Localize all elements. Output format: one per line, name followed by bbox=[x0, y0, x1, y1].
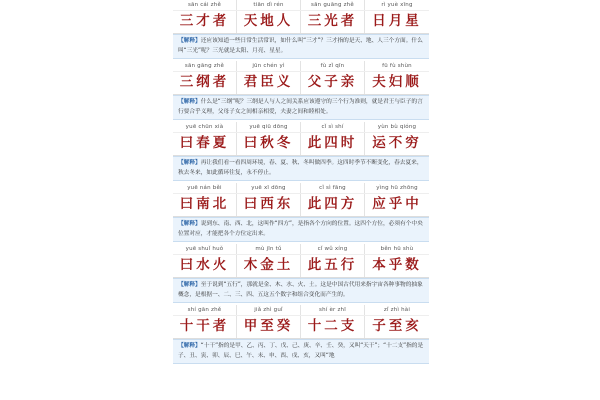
pinyin-cell: yuē nán běi bbox=[173, 183, 237, 193]
hanzi-cell: 十干者 bbox=[173, 316, 237, 338]
hanzi-cell: 十二支 bbox=[301, 316, 365, 338]
hanzi-cell: 应乎中 bbox=[372, 196, 422, 212]
explanation-text: 说到东、南、西、北，这叫作“四方”，是指各个方向的位置。这四个方位，必须有个中央位置对应，才能把各个方位定出来。 bbox=[178, 221, 423, 237]
hanzi-cell: 此四时 bbox=[301, 133, 365, 155]
pinyin-cell: yuē shuǐ huǒ bbox=[173, 244, 237, 254]
pinyin-cell: yùn bù qióng bbox=[377, 124, 417, 130]
pinyin-row bbox=[173, 183, 429, 193]
hanzi-cell: 天地人 bbox=[237, 11, 301, 33]
hanzi-cell: 曰水火 bbox=[173, 255, 237, 277]
pinyin-cell: yìng hū zhōng bbox=[376, 185, 418, 191]
verse-block bbox=[173, 305, 429, 366]
verse-block bbox=[173, 0, 429, 61]
explanation-box bbox=[173, 339, 429, 364]
pinyin-cell: zǐ zhì hài bbox=[383, 307, 411, 313]
explanation-label: 【解释】 bbox=[178, 221, 201, 227]
hanzi-cell: 三光者 bbox=[301, 11, 365, 33]
verse-block bbox=[173, 122, 429, 183]
pinyin-row bbox=[173, 305, 429, 315]
pinyin-cell: cǐ wǔ xíng bbox=[301, 244, 365, 254]
explanation-text: 还应该知道一些日常生活常识，如什么叫“三才”？三才指的是天、地、人三个方面。什么叫“三光”呢？三光就是太阳、月亮、星星。 bbox=[178, 38, 423, 54]
verse-block bbox=[173, 61, 429, 122]
hanzi-cell: 曰春夏 bbox=[173, 133, 237, 155]
explanation-text: 至于说到“五行”，那就是金、木、水、火、土。这是中国古代用来指宇宙各种事物的抽象概念，是根据一、二、三、四、五这五个数字和组合变化而产生的。 bbox=[178, 282, 423, 298]
hanzi-cell: 运不穷 bbox=[372, 135, 422, 151]
hanzi-row bbox=[173, 315, 429, 339]
hanzi-cell: 甲至癸 bbox=[237, 316, 301, 338]
pinyin-row bbox=[173, 0, 429, 10]
pinyin-cell: cǐ sì shí bbox=[301, 122, 365, 132]
explanation-label: 【解释】 bbox=[178, 160, 201, 166]
pinyin-cell: tiān dì rén bbox=[237, 0, 301, 10]
pinyin-row bbox=[173, 61, 429, 71]
explanation-label: 【解释】 bbox=[178, 38, 201, 44]
pinyin-cell: sān cái zhě bbox=[173, 0, 237, 10]
hanzi-cell: 夫妇顺 bbox=[372, 74, 422, 90]
verse-block bbox=[173, 244, 429, 305]
explanation-box bbox=[173, 34, 429, 59]
pinyin-cell: sān gāng zhě bbox=[173, 61, 237, 71]
hanzi-cell: 曰秋冬 bbox=[237, 133, 301, 155]
pinyin-cell: fū fù shùn bbox=[382, 63, 412, 69]
hanzi-cell: 子至亥 bbox=[372, 318, 422, 334]
pinyin-cell: yuē xī dōng bbox=[237, 183, 301, 193]
explanation-label: 【解释】 bbox=[178, 282, 201, 288]
pinyin-cell: sān guāng zhě bbox=[301, 0, 365, 10]
hanzi-cell: 此四方 bbox=[301, 194, 365, 216]
hanzi-cell: 父子亲 bbox=[301, 72, 365, 94]
explanation-box bbox=[173, 217, 429, 242]
pinyin-row bbox=[173, 122, 429, 132]
hanzi-row bbox=[173, 10, 429, 34]
pinyin-cell: shí gān zhě bbox=[173, 305, 237, 315]
hanzi-cell: 君臣义 bbox=[237, 72, 301, 94]
pinyin-row bbox=[173, 244, 429, 254]
verse-block bbox=[173, 183, 429, 244]
explanation-label: 【解释】 bbox=[178, 343, 201, 349]
pinyin-cell: jūn chén yì bbox=[237, 61, 301, 71]
pinyin-cell: cǐ sì fāng bbox=[301, 183, 365, 193]
hanzi-cell: 木金土 bbox=[237, 255, 301, 277]
explanation-label: 【解释】 bbox=[178, 99, 201, 105]
explanation-box bbox=[173, 95, 429, 120]
explanation-text: “十干”指的是甲、乙、丙、丁、戊、己、庚、辛、壬、癸，又叫“天干”；“十二支”指的是子、丑、寅、卯、辰、巳、午、未、申、酉、戌、亥，又叫“地 bbox=[178, 343, 424, 359]
hanzi-row bbox=[173, 193, 429, 217]
pinyin-cell: shí èr zhī bbox=[301, 305, 365, 315]
hanzi-cell: 三才者 bbox=[173, 11, 237, 33]
hanzi-cell: 曰南北 bbox=[173, 194, 237, 216]
hanzi-cell: 曰西东 bbox=[237, 194, 301, 216]
hanzi-cell: 三纲者 bbox=[173, 72, 237, 94]
hanzi-cell: 此五行 bbox=[301, 255, 365, 277]
pinyin-cell: jiǎ zhì guǐ bbox=[237, 305, 301, 315]
explanation-text: 什么是“三纲”呢？三纲是人与人之间关系应该遵守的三个行为准则，就是君王与臣子的言行要合乎义理，父母子女之间相亲相爱，夫妻之间和睦相处。 bbox=[178, 99, 423, 115]
block-spacer bbox=[173, 364, 429, 366]
hanzi-row bbox=[173, 71, 429, 95]
explanation-text: 再让我们看一看四周环境，春、夏、秋、冬叫做四季。这四时季节不断变化，春去夏来，秋去冬来，如此循环往复，永不停止。 bbox=[178, 160, 423, 176]
hanzi-cell: 本乎数 bbox=[372, 257, 422, 273]
pinyin-cell: fù zǐ qīn bbox=[301, 61, 365, 71]
hanzi-row bbox=[173, 254, 429, 278]
explanation-box bbox=[173, 156, 429, 181]
explanation-box bbox=[173, 278, 429, 303]
hanzi-cell: 日月星 bbox=[372, 13, 422, 29]
hanzi-row bbox=[173, 132, 429, 156]
pinyin-cell: mù jīn tǔ bbox=[237, 244, 301, 254]
document-page bbox=[173, 0, 429, 400]
pinyin-cell: yuē chūn xià bbox=[173, 122, 237, 132]
pinyin-cell: yuē qiū dōng bbox=[237, 122, 301, 132]
pinyin-cell: běn hū shù bbox=[380, 246, 414, 252]
pinyin-cell: rì yuè xīng bbox=[381, 2, 413, 8]
